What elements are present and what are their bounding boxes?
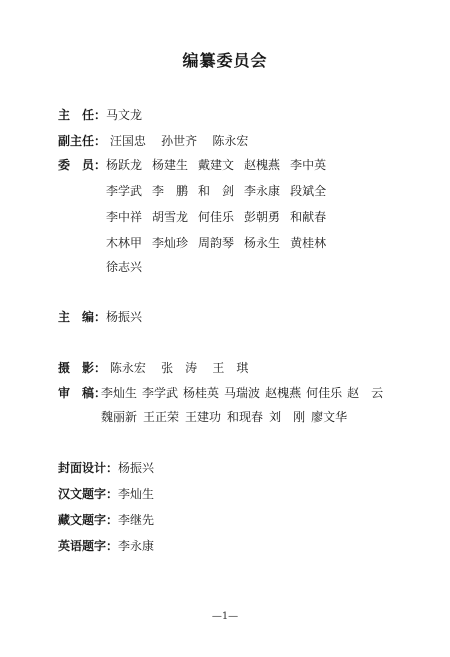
members-row: [106, 260, 152, 274]
tibetan-title-row: [58, 513, 154, 527]
member-name: 和 剑: [198, 184, 235, 198]
director-row: [58, 108, 142, 122]
reviewer-name: 何佳乐: [306, 386, 343, 400]
reviewers-row: [101, 410, 357, 424]
cover-design-name: 杨振兴: [118, 461, 155, 475]
vice-directors-row: [58, 134, 248, 148]
reviewers-label-row: [58, 386, 106, 400]
reviewer-name: 赵槐燕: [265, 386, 302, 400]
photographer-name: 张 涛: [161, 361, 198, 375]
members-row: [106, 236, 336, 250]
member-name: 李学武: [106, 184, 143, 198]
reviewer-name: 杨桂英: [183, 386, 220, 400]
english-title-label: 英语题字：: [58, 539, 119, 553]
reviewers-label: 审 稿：: [58, 386, 107, 400]
members-row: [106, 158, 336, 172]
photographer-name: 王 琪: [212, 361, 249, 375]
reviewer-name: 李学武: [142, 386, 179, 400]
vice-director-name: 汪国忠: [109, 134, 146, 148]
reviewer-name: 廖文华: [311, 410, 348, 424]
members-row: [106, 184, 336, 198]
english-title-row: [58, 539, 154, 553]
page-title: 编纂委员会: [182, 51, 268, 70]
tibetan-title-name: 李继先: [118, 513, 155, 527]
page-number: —1—: [211, 611, 239, 622]
reviewer-name: 赵 云: [347, 386, 384, 400]
members-label-row: [58, 158, 106, 172]
member-name: 李中英: [290, 158, 327, 172]
member-name: 杨永生: [244, 236, 281, 250]
vice-directors-label: 副主任：: [58, 134, 107, 148]
member-name: 彭朝勇: [244, 210, 281, 224]
member-name: 赵槐燕: [244, 158, 281, 172]
member-name: 周韵琴: [198, 236, 235, 250]
members-label: 委 员：: [58, 158, 107, 172]
member-name: 李永康: [244, 184, 281, 198]
reviewer-name: 和现春: [227, 410, 264, 424]
member-name: 李 鹏: [152, 184, 189, 198]
chinese-title-row: [58, 487, 154, 501]
reviewer-name: 马瑞波: [224, 386, 261, 400]
member-name: 杨跃龙: [106, 158, 143, 172]
cover-design-row: [58, 461, 154, 475]
director-name: 马文龙: [106, 108, 143, 122]
reviewer-name: 王正荣: [143, 410, 180, 424]
member-name: 胡雪龙: [152, 210, 189, 224]
photography-row: [58, 361, 248, 375]
reviewer-name: 李灿生: [101, 386, 138, 400]
chief-editor-label: 主 编：: [58, 310, 107, 324]
photography-label: 摄 影：: [58, 361, 107, 375]
member-name: 和献春: [290, 210, 327, 224]
member-name: 徐志兴: [106, 260, 143, 274]
reviewer-name: 刘 刚: [269, 410, 306, 424]
chief-editor-row: [58, 310, 142, 324]
chinese-title-label: 汉文题字：: [58, 487, 119, 501]
member-name: 木林甲: [106, 236, 143, 250]
member-name: 李中祥: [106, 210, 143, 224]
chief-editor-name: 杨振兴: [106, 310, 143, 324]
english-title-name: 李永康: [118, 539, 155, 553]
cover-design-label: 封面设计：: [58, 461, 119, 475]
tibetan-title-label: 藏文题字：: [58, 513, 119, 527]
member-name: 杨建生: [152, 158, 189, 172]
reviewer-name: 魏丽新: [101, 410, 138, 424]
director-label: 主 任：: [58, 108, 107, 122]
vice-director-name: 陈永宏: [212, 134, 249, 148]
reviewers-row: [101, 386, 383, 400]
member-name: 李灿珍: [152, 236, 189, 250]
chinese-title-name: 李灿生: [118, 487, 155, 501]
member-name: 戴建文: [198, 158, 235, 172]
vice-director-name: 孙世齐: [161, 134, 198, 148]
reviewer-name: 王建功: [185, 410, 222, 424]
member-name: 黄桂林: [290, 236, 327, 250]
members-row: [106, 210, 336, 224]
photographer-name: 陈永宏: [109, 361, 146, 375]
member-name: 何佳乐: [198, 210, 235, 224]
member-name: 段斌全: [290, 184, 327, 198]
